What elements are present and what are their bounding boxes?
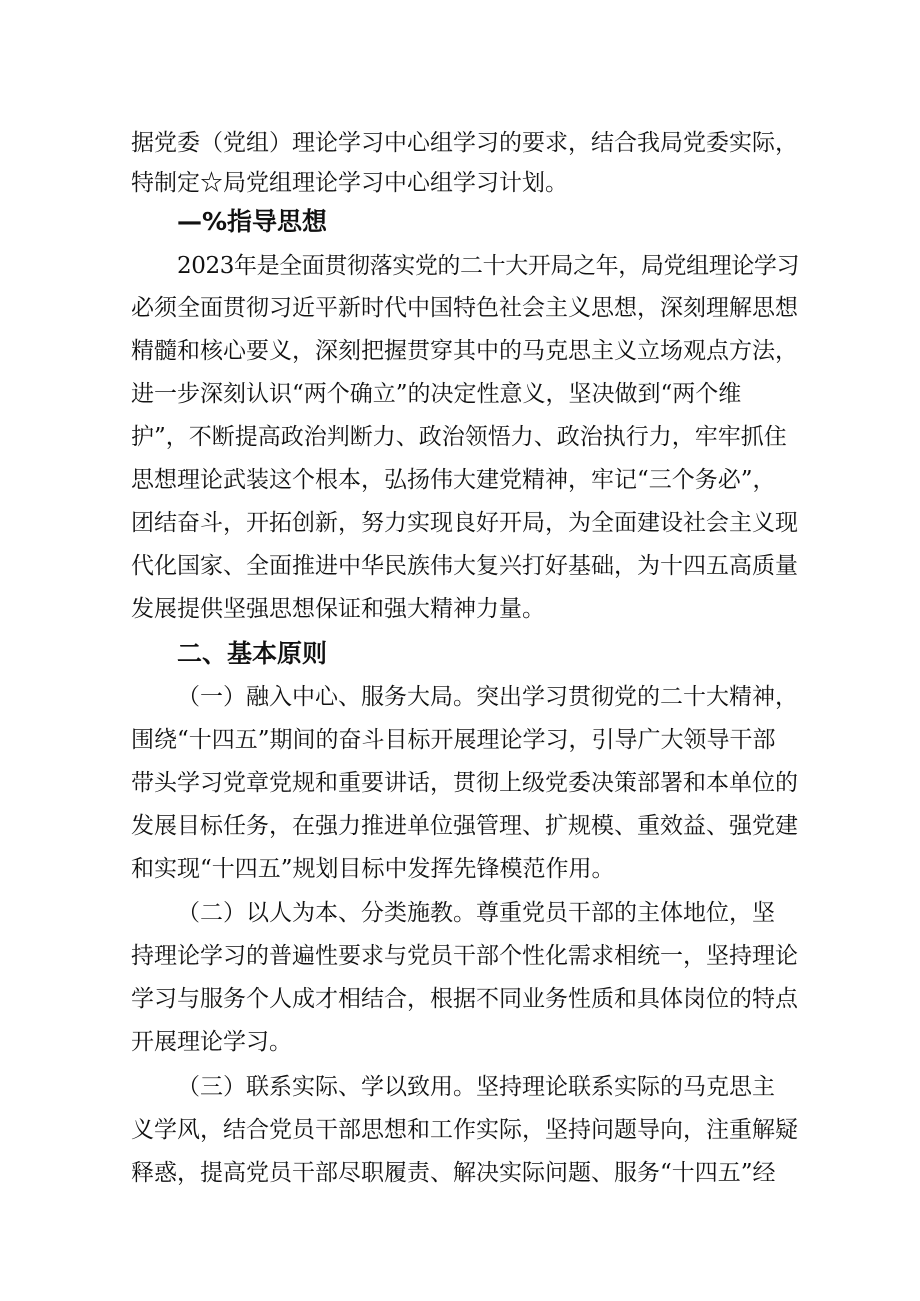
line-text: 进一步深刻认识“两个确立”的决定性意义，坚决做到“两个维 <box>131 381 742 407</box>
line-text: 必须全面贯彻习近平新时代中国特色社会主义思想，深刻理解思想 <box>131 295 798 321</box>
line-text: 释惑，提高党员干部尽职履责、解决实际问题、服务“十四五”经 <box>131 1160 776 1186</box>
line-text: 团结奋斗，开拓创新，努力实现良好开局，为全面建设社会主义现 <box>131 510 798 536</box>
line-text: 思想理论武装这个根本，弘扬伟大建党精神，牢记“三个务必”， <box>131 467 776 493</box>
line-text: （三）联系实际、学以致用。坚持理论联系实际的马克思主 <box>177 1074 775 1100</box>
line-text: 发展提供坚强思想保证和强大精神力量。 <box>131 596 545 622</box>
line-text: 持理论学习的普遍性要求与党员干部个性化需求相统一，坚持理论 <box>131 943 798 969</box>
line-text: 特制定☆局党组理论学习中心组学习计划。 <box>131 170 568 196</box>
line-text: 据党委（党组）理论学习中心组学习的要求，结合我局党委实际， <box>131 130 798 156</box>
line-text: 带头学习党章党规和重要讲话，贯彻上级党委决策部署和本单位的 <box>131 770 798 796</box>
line-text: 发展目标任务，在强力推进单位强管理、扩规模、重效益、强党建 <box>131 813 798 839</box>
line-text: 围绕“十四五”期间的奋斗目标开展理论学习，引导广大领导干部 <box>131 727 776 753</box>
line-text: （一）融入中心、服务大局。突出学习贯彻党的二十大精神， <box>177 684 798 710</box>
heading-text: 二、基本原则 <box>177 639 328 668</box>
line-text: 护”，不断提高政治判断力、政治领悟力、政治执行力，牢牢抓住 <box>131 424 787 450</box>
line-text: 2023年是全面贯彻落实党的二十大开局之年，局党组理论学习 <box>177 253 800 279</box>
heading-text: —%指导思想 <box>177 207 328 236</box>
line-text: 学习与服务个人成才相结合，根据不同业务性质和具体岗位的特点 <box>131 986 798 1012</box>
line-text: 和实现“十四五”规划目标中发挥先锋模范作用。 <box>131 856 615 882</box>
line-text: 义学风，结合党员干部思想和工作实际，坚持问题导向，注重解疑 <box>131 1117 798 1143</box>
line-text: 精髓和核心要义，深刻把握贯穿其中的马克思主义立场观点方法， <box>131 338 798 364</box>
line-text: 开展理论学习。 <box>131 1029 292 1055</box>
line-text: 代化国家、全面推进中华民族伟大复兴打好基础，为十四五高质量 <box>131 553 798 579</box>
line-text: （二）以人为本、分类施教。尊重党员干部的主体地位，坚 <box>177 900 775 926</box>
